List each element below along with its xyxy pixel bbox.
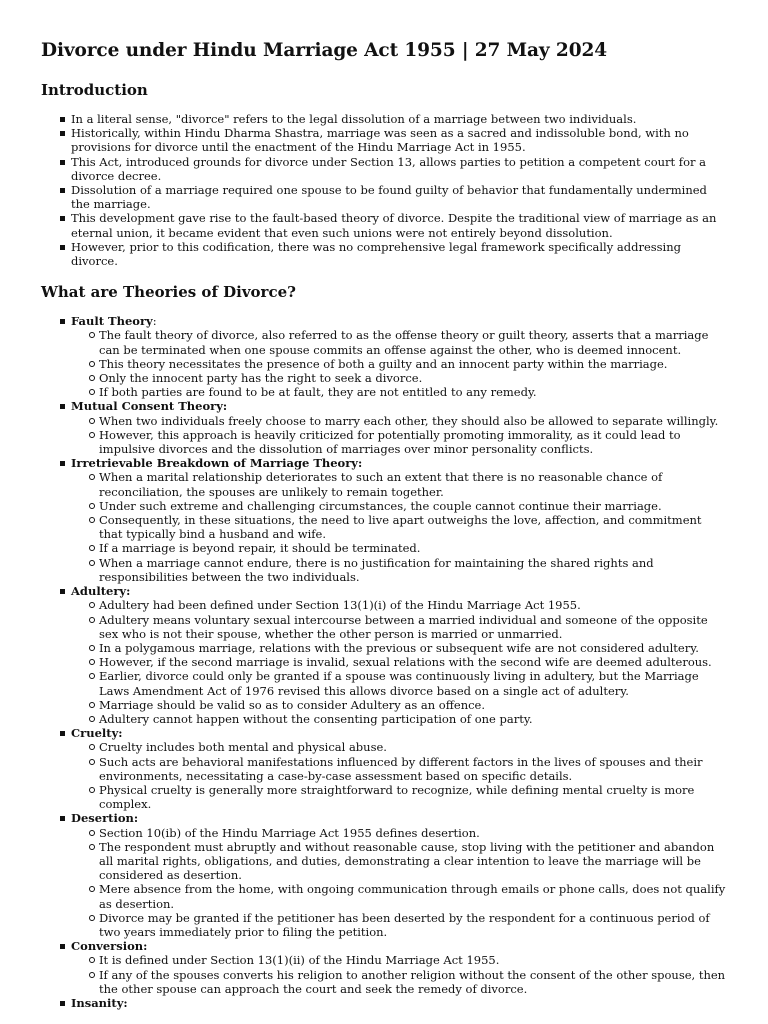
introduction-item: Dissolution of a marriage required one spouse to be found guilty of behavior that fundamentally undermined the marriage. [71,183,727,211]
introduction-item: In a literal sense, "divorce" refers to the legal dissolution of a marriage between two individuals. [71,112,727,126]
theories-list [41,314,727,1010]
theory-points [71,598,727,726]
theory-item [71,996,727,1010]
introduction-list [41,112,727,268]
theory-term: Adultery: [71,584,131,599]
introduction-item: This development gave rise to the fault-based theory of divorce. Despite the traditional view of marriage as an eternal union, it became evident that even such unions were not entirely beyond dissolution. [71,211,727,239]
theory-point: If any of the spouses converts his religion to another religion without the consent of the other spouse, then the other spouse can approach the court and seek the remedy of divorce. [99,967,726,996]
theory-point: Consequently, in these situations, the need to live apart outweighs the love, affection, and commitment that typically bind a husband and wife. [99,513,727,541]
theory-point: Adultery had been defined under Section 13(1)(i) of the Hindu Marriage Act 1955. [99,598,727,612]
theory-point: When a marriage cannot endure, there is no justification for maintaining the shared rights and responsibilities between the two individuals. [99,556,727,584]
theory-point: Cruelty includes both mental and physical abuse. [99,740,727,754]
theory-point: This theory necessitates the presence of both a guilty and an innocent party within the marriage. [99,357,727,371]
theory-point: In a polygamous marriage, relations with the previous or subsequent wife are not considered adultery. [99,641,727,655]
theory-point: However, this approach is heavily criticized for potentially promoting immorality, as it could lead to impulsive divorces and the dissolution of marriages over minor personality conflicts. [99,428,727,456]
theory-term: Fault Theory [71,314,153,329]
theory-term: Desertion: [71,811,139,826]
theory-points [71,740,727,811]
theory-point: It is defined under Section 13(1)(ii) of the Hindu Marriage Act 1955. [99,953,727,967]
theory-point: Section 10(ib) of the Hindu Marriage Act 1955 defines desertion. [99,826,727,840]
theory-point: Earlier, divorce could only be granted if a spouse was continuously living in adultery, but the Marriage Laws Amendment Act of 1976 revised this allows divorce based on a single act of adultery. [99,669,727,697]
theory-points [71,328,727,399]
theory-item [71,726,727,811]
theory-point: Physical cruelty is generally more straightforward to recognize, while defining mental cruelty is more complex. [99,783,727,811]
theory-points [71,470,727,584]
theory-item [71,314,727,399]
introduction-item: This Act, introduced grounds for divorce under Section 13, allows parties to petition a competent court for a divorce decree. [71,155,727,183]
theory-point: Marriage should be valid so as to consider Adultery as an offence. [99,698,727,712]
theory-term-suffix: : [152,314,157,329]
theory-point: Adultery cannot happen without the consenting participation of one party. [99,712,727,726]
theory-point: The respondent must abruptly and without reasonable cause, stop living with the petitioner and abandon all marital rights, obligations, and duties, demonstrating a clear intention to leave the marriage will be considered as desertion. [99,840,727,883]
theory-points [71,826,727,940]
theory-point: The fault theory of divorce, also referred to as the offense theory or guilt theory, asserts that a marriage can be terminated when one spouse commits an offense against the other, who is deemed innocent. [99,328,727,356]
theory-item [71,584,727,726]
introduction-item: Historically, within Hindu Dharma Shastra, marriage was seen as a sacred and indissoluble bond, with no provisions for divorce until the enactment of the Hindu Marriage Act in 1955. [71,126,727,154]
theory-point: Such acts are behavioral manifestations influenced by different factors in the lives of spouses and their environments, necessitating a case-by-case assessment based on specific details. [99,755,727,783]
theory-item [71,456,727,584]
theory-point: Under such extreme and challenging circumstances, the couple cannot continue their marriage. [99,499,727,513]
introduction-item: However, prior to this codification, there was no comprehensive legal framework specifically addressing divorce. [71,240,727,268]
theory-point: If both parties are found to be at fault, they are not entitled to any remedy. [99,385,727,399]
theory-point: However, if the second marriage is invalid, sexual relations with the second wife are deemed adulterous. [99,655,727,669]
theory-item [71,399,727,456]
theory-term: Mutual Consent Theory: [71,399,228,414]
theory-point: When two individuals freely choose to marry each other, they should also be allowed to separate willingly. [99,414,727,428]
theory-point: Mere absence from the home, with ongoing communication through emails or phone calls, does not qualify as desertion. [99,882,726,911]
theory-term: Irretrievable Breakdown of Marriage Theory: [71,456,363,471]
theory-point: When a marital relationship deteriorates to such an extent that there is no reasonable chance of reconciliation, the spouses are unlikely to remain together. [99,470,727,498]
theory-term: Insanity: [71,995,128,1010]
theory-point: Adultery means voluntary sexual intercourse between a married individual and someone of the opposite sex who is not their spouse, whether the other person is married or unmarried. [99,613,727,641]
theory-points [71,414,727,457]
theory-item [71,811,727,939]
theory-point: Only the innocent party has the right to seek a divorce. [99,371,727,385]
theory-term: Cruelty: [71,726,123,741]
page-title: Divorce under Hindu Marriage Act 1955 | 27 May 2024 [41,40,608,61]
theory-term: Conversion: [71,939,148,954]
theory-item [71,939,727,996]
introduction-heading: Introduction [41,81,148,99]
theory-points [71,953,727,996]
theory-point: Divorce may be granted if the petitioner has been deserted by the respondent for a continuous period of two years immediately prior to filing the petition. [99,911,727,939]
theory-point: If a marriage is beyond repair, it should be terminated. [99,541,727,555]
theories-heading: What are Theories of Divorce? [41,283,296,302]
